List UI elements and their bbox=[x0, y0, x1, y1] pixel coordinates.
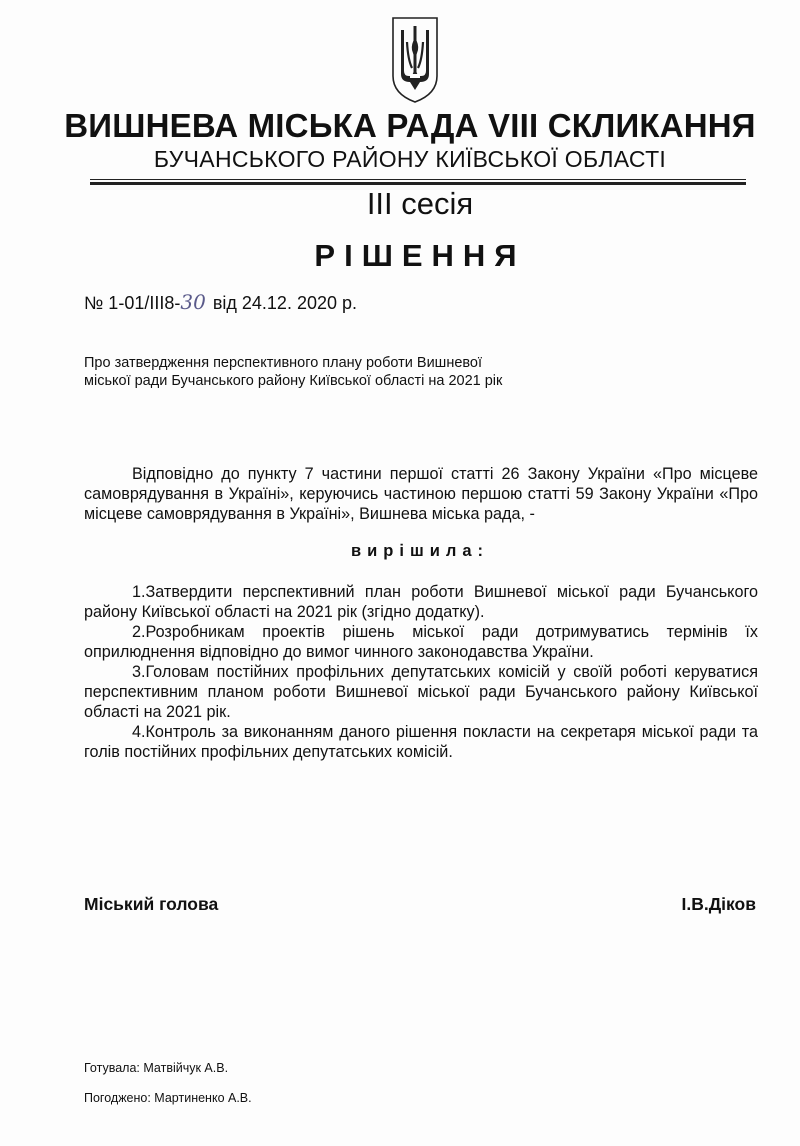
decision-subject bbox=[84, 354, 604, 390]
decision-item-4: 4.Контроль за виконанням даного рішення покласти на секретаря міської ради та голів постійних профільних депутатських комісій. bbox=[84, 723, 758, 761]
decision-item-3: 3.Головам постійних профільних депутатських комісій у своїй роботі керуватися перспективним планом роботи Вишневої міської ради Бучанського району Київської області на 2021 рік. bbox=[84, 663, 758, 721]
trident-coat-of-arms-icon bbox=[390, 16, 440, 104]
session-title: ІІІ сесія bbox=[366, 186, 474, 221]
org-title: ВИШНЕВА МІСЬКА РАДА VIII СКЛИКАННЯ bbox=[64, 107, 756, 144]
decision-item-1: 1.Затвердити перспективний план роботи Вишневої міської ради Бучанського району Київської області на 2021 рік (згідно додатку). bbox=[84, 583, 758, 621]
preamble-paragraph: Відповідно до пункту 7 частини першої статті 26 Закону України «Про місцеве самоврядування в Україні», керуючись частиною першою статті 59 Закону України «Про місцеве самоврядування в Україні», Вишнева міська рада, - bbox=[84, 465, 758, 523]
decision-date: від 24.12. 2020 р. bbox=[212, 293, 357, 313]
decision-item-2: 2.Розробникам проектів рішень міської ради дотримуватись термінів їх оприлюднення відповідно до вимог чинного законодавства України. bbox=[84, 623, 758, 661]
subject-line-1: Про затвердження перспективного плану роботи Вишневої bbox=[84, 355, 483, 371]
resolved-label: вирішила: bbox=[351, 542, 489, 560]
signatory-name: І.В.Діков bbox=[681, 894, 756, 914]
decision-number-line bbox=[84, 290, 357, 315]
signatory-position: Міський голова bbox=[84, 894, 219, 914]
subject-line-2: міської ради Бучанського району Київської області на 2021 рік bbox=[84, 373, 503, 389]
header-divider-thin bbox=[90, 179, 746, 180]
document-type-title: РІШЕННЯ bbox=[314, 238, 526, 273]
org-subtitle: БУЧАНСЬКОГО РАЙОНУ КИЇВСЬКОЇ ОБЛАСТІ bbox=[153, 146, 667, 172]
decision-items bbox=[84, 582, 758, 762]
prepared-by: Готувала: Матвійчук А.В. bbox=[84, 1061, 229, 1075]
agreed-by: Погоджено: Мартиненко А.В. bbox=[84, 1091, 252, 1105]
decision-number-prefix: № 1-01/III8- bbox=[84, 293, 181, 313]
handwritten-decision-number: 30 bbox=[180, 290, 206, 314]
preamble bbox=[84, 464, 758, 524]
